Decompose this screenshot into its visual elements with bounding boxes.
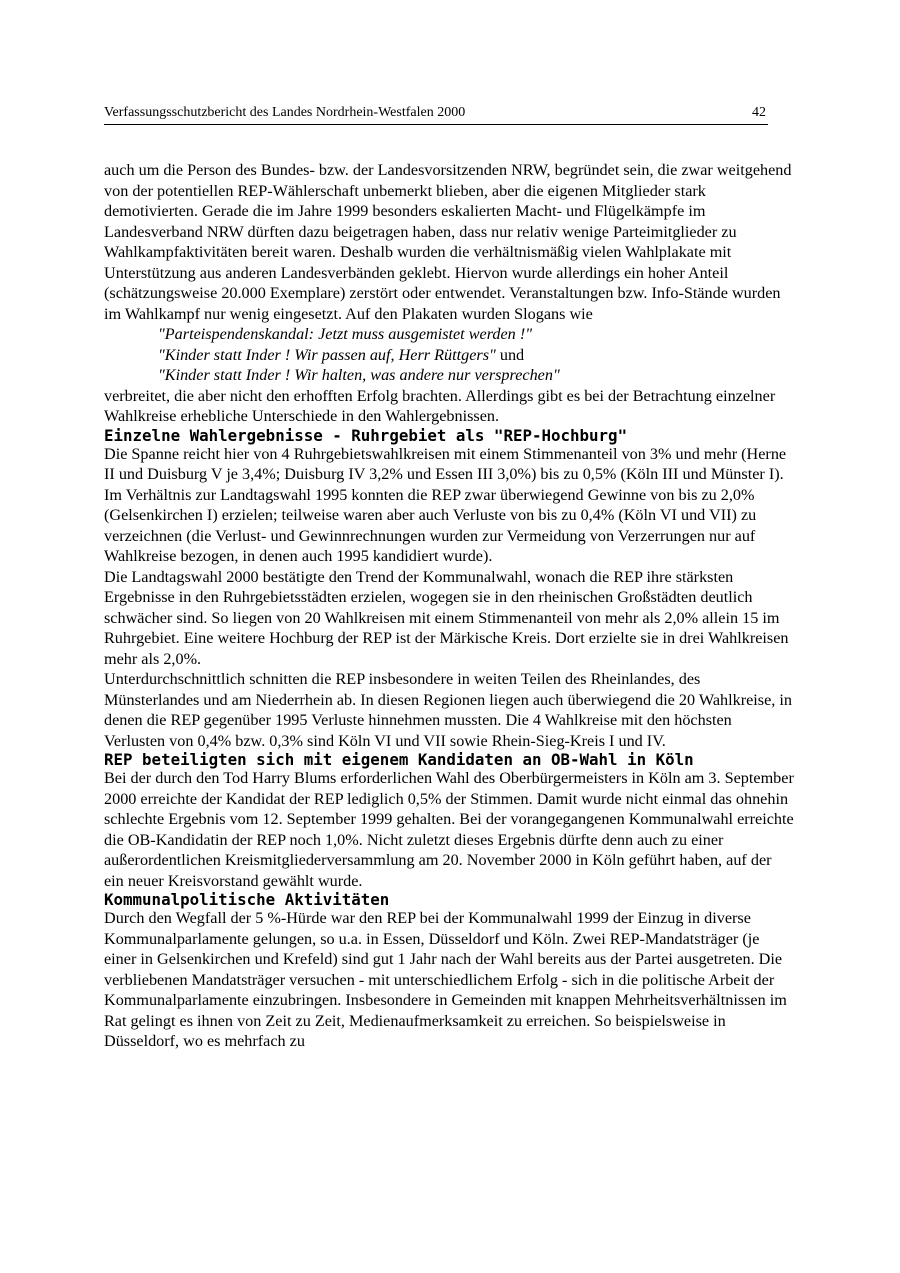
paragraph: Unterdurchschnittlich schnitten die REP insbesondere in weiten Teilen des Rheinlandes, des Münsterlandes und am Niederrhein ab. In diesen Regionen liegen auch überwiegend die 20 Wahlkreise, in denen die REP gegenüber 1995 Verluste hinnehmen mussten. Die 4 Wahlkreise mit den höchsten Verlusten von 0,4% bzw. 0,3% sind Köln VI und VII sowie Rhein-Sieg-Kreis I und IV.: [104, 670, 792, 750]
header-title: Verfassungsschutzbericht des Landes Nordrhein-Westfalen 2000: [104, 105, 466, 120]
page-number: 42: [752, 105, 766, 120]
page-body: [104, 160, 794, 1052]
slogan-quote: [104, 324, 794, 345]
paragraph: Bei der durch den Tod Harry Blums erforderlichen Wahl des Oberbürgermeisters in Köln am 3. September 2000 erreichte der Kandidat der REP lediglich 0,5% der Stimmen. Damit wurde nicht einmal das ohnehin schlechte Ergebnis vom 12. September 1999 gehalten. Bei der vorangegangenen Kommunalwahl erreichte die OB-Kandidatin der REP noch 1,0%. Nicht zuletzt dieses Ergebnis dürfte denn auch zu einer außerordentlichen Kreismitgliederversammlung am 20. November 2000 in Köln geführt haben, auf der ein neuer Kreisvorstand gewählt wurde.: [104, 769, 794, 890]
slogan-text: "Kinder statt Inder ! Wir passen auf, Herr Rüttgers": [158, 345, 496, 364]
slogan-connector: und: [495, 345, 525, 364]
slogan-text: "Parteispendenskandal: Jetzt muss ausgemistet werden !": [158, 325, 533, 343]
paragraph: Durch den Wegfall der 5 %-Hürde war den REP bei der Kommunalwahl 1999 der Einzug in diverse Kommunalparlamente gelungen, so u.a. in Essen, Düsseldorf und Köln. Zwei REP-Mandatsträger (je einer in Gelsenkirchen und Krefeld) sind gut 1 Jahr nach der Wahl bereits aus der Partei ausgetreten. Die verbliebenen Mandatsträger versuchen - mit unterschiedlichem Erfolg - sich in die politische Arbeit der Kommunalparlamente einzubringen. Insbesondere in Gemeinden mit knappen Mehrheitsverhältnissen im Rat gelingt es ihnen von Zeit zu Zeit, Medienaufmerksamkeit zu erreichen. So beispielsweise in Düsseldorf, wo es mehrfach zu: [104, 909, 787, 1050]
section-heading: Einzelne Wahlergebnisse - Ruhrgebiet als "REP-Hochburg": [104, 425, 628, 445]
page-header: [104, 104, 768, 125]
paragraph: Die Spanne reicht hier von 4 Ruhrgebietswahlkreisen mit einem Stimmenanteil von 3% und mehr (Herne II und Duisburg V je 3,4%; Duisburg IV 3,2% und Essen III 3,0%) bis zu 0,5% (Köln III und Münster I). Im Verhältnis zur Landtagswahl 1995 konnten die REP zwar überwiegend Gewinne von bis zu 2,0% (Gelsenkirchen I) erzielen; teilweise waren aber auch Verluste von bis zu 0,4% (Köln VI und VII) zu verzeichnen (die Verlust- und Gewinnrechnungen wurden zur Vermeidung von Verzerrungen nur auf Wahlkreise bezogen, in denen auch 1995 kandidiert wurde).: [104, 444, 787, 565]
section-heading: REP beteiligten sich mit eigenem Kandidaten an OB-Wahl in Köln: [104, 750, 694, 769]
slogan-quote: [104, 345, 794, 366]
paragraph: Die Landtagswahl 2000 bestätigte den Trend der Kommunalwahl, wonach die REP ihre stärksten Ergebnisse in den Ruhrgebietsstädten erzielen, wogegen sie in den rheinischen Großstädten deutlich schwächer sind. So liegen von 20 Wahlkreisen mit einem Stimmenanteil von mehr als 2,0% allein 15 im Ruhrgebiet. Eine weitere Hochburg der REP ist der Märkische Kreis. Dort erzielte sie in drei Wahlkreisen mehr als 2,0%.: [104, 567, 789, 668]
slogan-quote: [104, 365, 794, 386]
slogan-text: "Kinder statt Inder ! Wir halten, was andere nur versprechen": [158, 366, 560, 384]
paragraph: auch um die Person des Bundes- bzw. der Landesvorsitzenden NRW, begründet sein, die zwar weitgehend von der potentiellen REP-Wählerschaft unbemerkt blieben, aber die eigenen Mitglieder stark demotivierten. Gerade die im Jahre 1999 besonders eskalierten Macht- und Flügelkämpfe im Landesverband NRW dürften dazu beigetragen haben, dass nur relativ wenige Parteimitglieder zu Wahlkampfaktivitäten bereit waren. Deshalb wurden die verhältnismäßig vielen Wahlplakate mit Unterstützung aus anderen Landesverbänden geklebt. Hiervon wurde allerdings ein hoher Anteil (schätzungsweise 20.000 Exemplare) zerstört oder entwendet. Veranstaltungen bzw. Info-Stände wurden im Wahlkampf nur wenig eingesetzt. Auf den Plakaten wurden Slogans wie: [104, 161, 792, 323]
paragraph: verbreitet, die aber nicht den erhofften Erfolg brachten. Allerdings gibt es bei der Betrachtung einzelner Wahlkreise erhebliche Unterschiede in den Wahlergebnissen.: [104, 386, 776, 425]
section-heading: Kommunalpolitische Aktivitäten: [104, 890, 390, 909]
